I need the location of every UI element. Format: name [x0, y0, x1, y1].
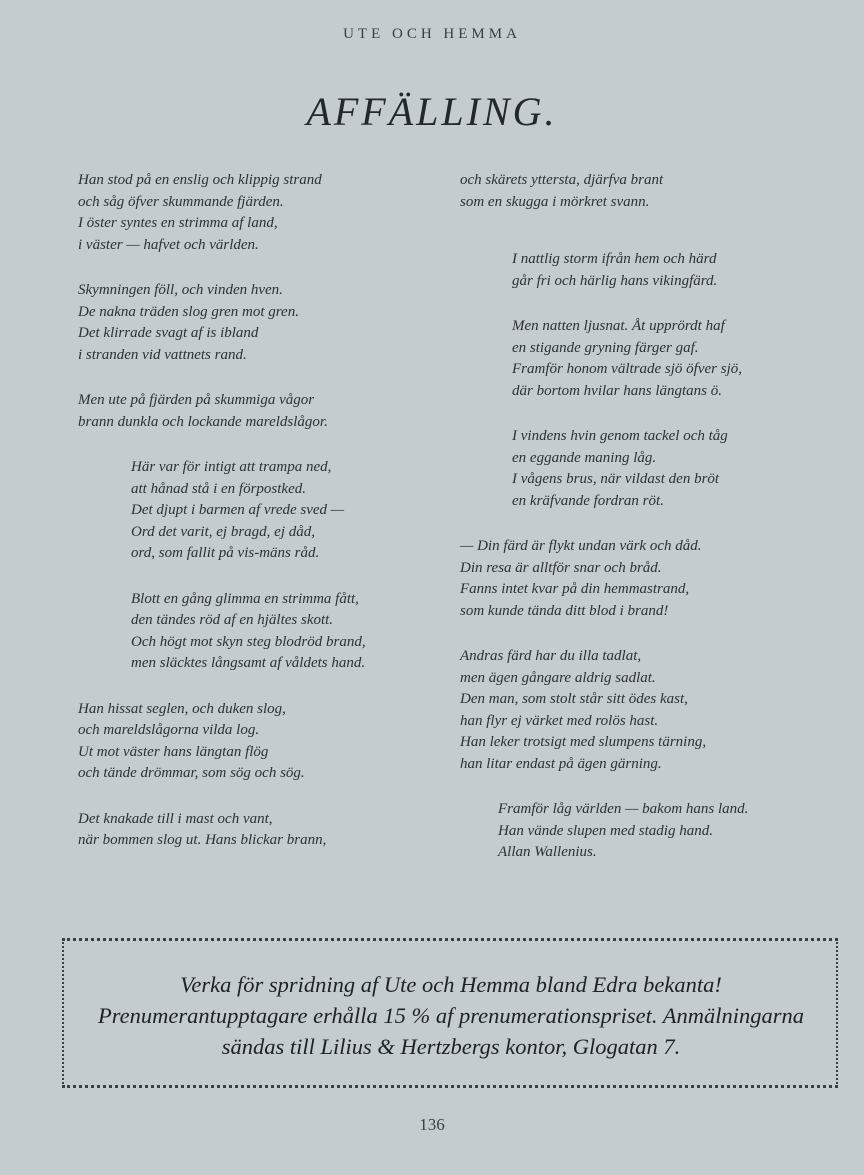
poem-line: Det djupt i barmen af vrede sved — [131, 502, 345, 518]
stanza [78, 589, 428, 675]
stanza [460, 799, 830, 864]
poem-right-column [460, 170, 830, 888]
poem-line: Andras färd har du illa tadlat, [460, 648, 642, 664]
stanza [460, 426, 830, 512]
poem-line: De nakna träden slog gren mot gren. [78, 303, 299, 320]
stanza [460, 249, 830, 292]
stanza [78, 699, 428, 785]
poem-line: att hånad stå i en förpostked. [131, 480, 306, 497]
poem-line: Ord det varit, ej bragd, ej dåd, [131, 523, 316, 540]
poem-line: Din resa är alltför snar och bråd. [460, 559, 662, 576]
poem-line: Han stod på en enslig och klippig strand [78, 172, 322, 188]
poem-line: Och högt mot skyn steg blodröd brand, [131, 633, 366, 650]
poem-line: som kunde tända ditt blod i brand! [460, 602, 669, 619]
poem-line: men släcktes långsamt af våldets hand. [131, 655, 366, 671]
poem-line: Han vände slupen med stadig hand. [498, 822, 713, 839]
poem-line: och tände drömmar, som sög och sög. [78, 765, 305, 781]
author-signature: Allan Wallenius. [498, 844, 597, 860]
poem-line: och mareldslågorna vilda log. [78, 722, 260, 738]
subscription-notice-text: Verka för spridning af Ute och Hemma bland Edra bekanta! Prenumerantupptagare erhålla 15 % af prenumerationspriset. Anmälningarna sändas till Lilius & Hertzbergs kontor, Glogatan 7. [97, 972, 804, 1059]
poem-line: Men ute på fjärden på skummiga vågor [78, 392, 315, 408]
poem-line: som en skugga i mörkret svann. [460, 193, 650, 210]
poem-line: och såg öfver skummande fjärden. [78, 193, 284, 210]
poem-line: en eggande maning låg. [512, 449, 657, 466]
poem-line: i stranden vid vattnets rand. [78, 346, 247, 363]
stanza [78, 457, 428, 565]
poem-line: — Din färd är flykt undan värk och dåd. [460, 538, 702, 554]
poem-line: Här var för intigt att trampa ned, [131, 459, 332, 475]
poem-line: Han hissat seglen, och duken slog, [78, 700, 286, 717]
poem-line: I öster syntes en strimma af land, [78, 215, 278, 231]
poem-line: en stigande gryning färger gaf. [512, 339, 699, 356]
poem-line: Skymningen föll, och vinden hven. [78, 282, 283, 298]
poem-line: Fanns intet kvar på din hemmastrand, [460, 581, 690, 597]
poem-line: han litar endast på ägen gärning. [460, 755, 662, 772]
poem-line: Framför honom vältrade sjö öfver sjö, [512, 361, 742, 377]
stanza [78, 280, 428, 366]
stanza [78, 170, 428, 256]
poem-line: Han leker trotsigt med slumpens tärning, [460, 734, 707, 750]
poem-line: han flyr ej värket med rolös hast. [460, 712, 659, 729]
stanza [460, 170, 830, 213]
poem-line: brann dunkla och lockande mareldslågor. [78, 413, 328, 430]
poem-line: I vindens hvin genom tackel och tåg [512, 428, 728, 444]
running-header: UTE OCH HEMMA [343, 26, 521, 42]
poem-line: Det klirrade svagt af is ibland [78, 325, 259, 341]
stanza [78, 809, 428, 852]
poem-line: den tändes röd af en hjältes skott. [131, 612, 334, 628]
poem-line: ord, som fallit på vis-mäns råd. [131, 545, 320, 561]
poem-line: där bortom hvilar hans längtans ö. [512, 382, 723, 399]
poem-title: AFFÄLLING. [306, 89, 558, 134]
poem-line: när bommen slog ut. Hans blickar brann, [78, 832, 327, 848]
poem-line: Den man, som stolt står sitt ödes kast, [460, 691, 688, 707]
page-number: 136 [419, 1115, 445, 1134]
poem-line: Men natten ljusnat. Åt upprördt haf [512, 318, 725, 334]
poem-line: I nattlig storm ifrån hem och härd [512, 251, 717, 267]
poem-line: och skärets yttersta, djärfva brant [460, 172, 664, 188]
poem-line: men ägen gångare aldrig sadlat. [460, 669, 656, 686]
poem-line: I vågens brus, när vildast den bröt [512, 471, 720, 487]
stanza [78, 390, 428, 433]
stanza [460, 536, 830, 622]
stanza [460, 316, 830, 402]
poem-line: i väster — hafvet och världen. [78, 236, 259, 253]
poem-line: Blott en gång glimma en strimma fått, [131, 590, 359, 607]
poem-line: Det knakade till i mast och vant, [78, 810, 273, 827]
poem-line: går fri och härlig hans vikingfärd. [512, 272, 718, 289]
subscription-notice-box [62, 938, 838, 1088]
stanza [460, 646, 830, 775]
poem-line: en kräfvande fordran röt. [512, 492, 664, 509]
poem-left-column [78, 170, 428, 876]
poem-line: Ut mot väster hans längtan flög [78, 743, 269, 760]
poem-line: Framför låg världen — bakom hans land. [498, 801, 749, 817]
